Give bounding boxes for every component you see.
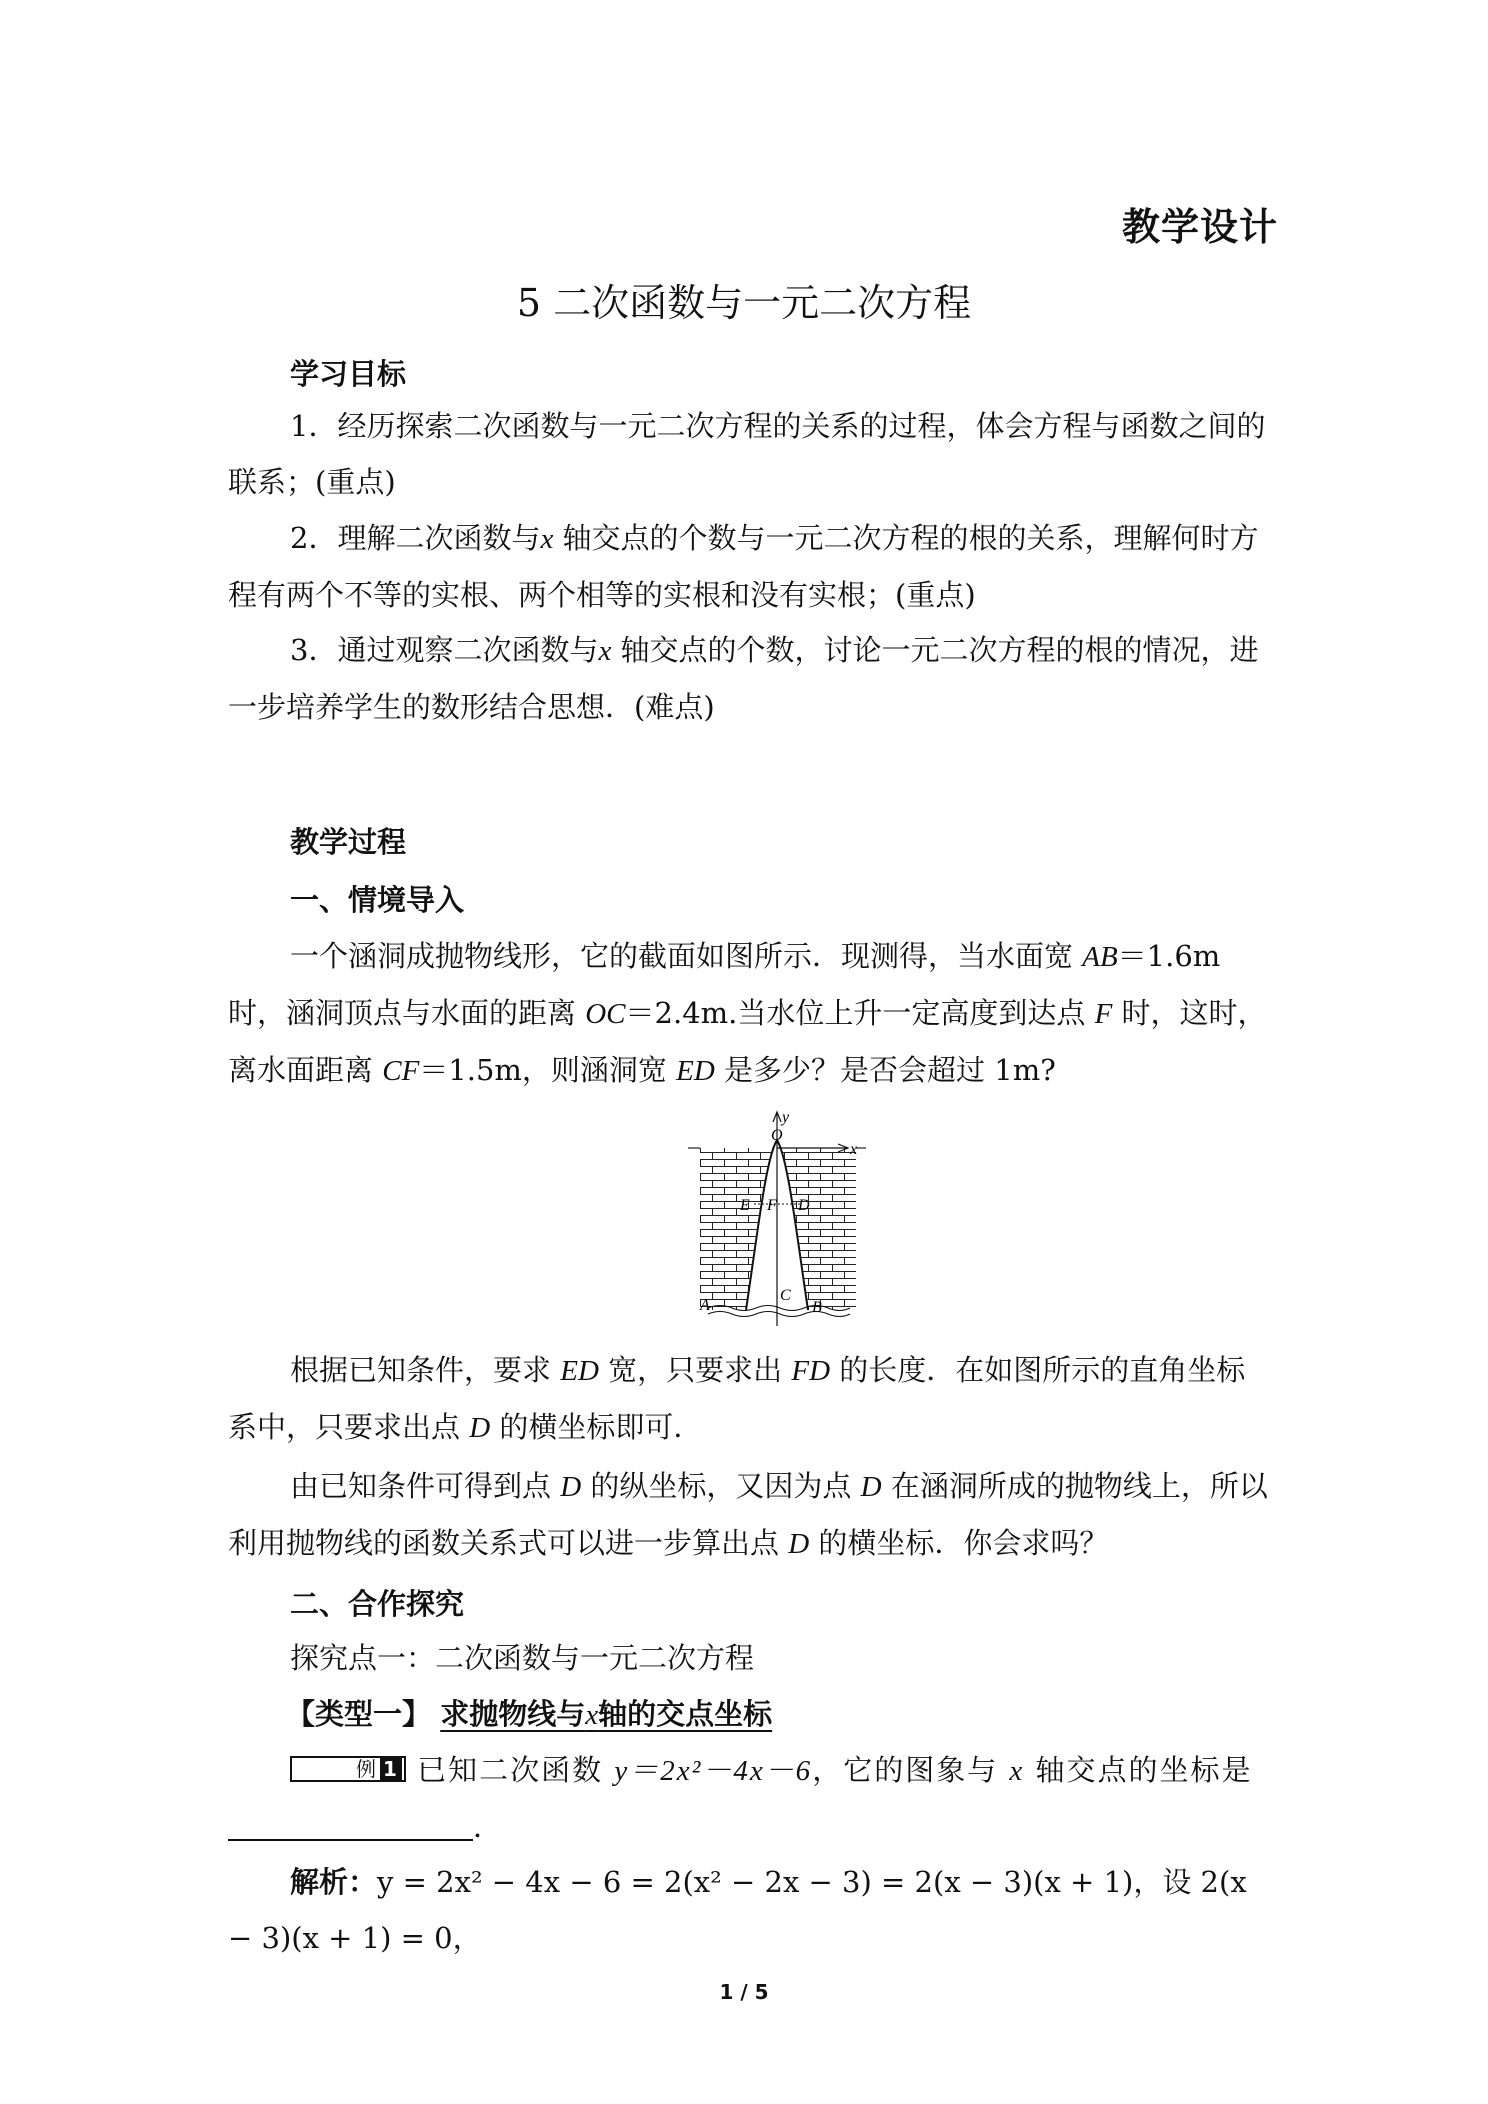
example-badge: 例 1 — [290, 1756, 406, 1782]
label-x: x — [850, 1141, 858, 1158]
explore-point-1: 探究点一：二次函数与一元二次方程 — [290, 1641, 755, 1675]
page-number: 1 / 5 — [719, 1980, 769, 2004]
solution: 解析：y = 2x² − 4x − 6 = 2(x² − 2x − 3) = 2(x − 3)(x + 1)，设 2(x − 3)(x + 1) = 0， — [228, 1865, 1247, 1955]
label-E: E — [740, 1197, 750, 1214]
goal-item-3: 3．通过观察二次函数与x 轴交点的个数，讨论一元二次方程的根的情况，进一步培养学生的数形结合思想．(难点) — [228, 633, 1259, 724]
label-C: C — [780, 1287, 791, 1304]
process-heading: 教学过程 — [290, 825, 407, 859]
label-O: O — [771, 1127, 783, 1144]
solution-text: y = 2x² − 4x − 6 = 2(x² − 2x − 3) = 2(x − 3)(x + 1)，设 2(x − 3)(x + 1) = 0， — [228, 1865, 1247, 1955]
label-y: y — [782, 1110, 790, 1126]
example-1: 例 1 已知二次函数 y＝2x²－4x－6，它的图象与 x 轴交点的坐标是 ． — [228, 1742, 1268, 1855]
brick-wall — [700, 1148, 856, 1310]
culvert-figure — [688, 1110, 868, 1330]
label-F: F — [767, 1197, 777, 1214]
section-2-heading: 二、合作探究 — [290, 1587, 465, 1621]
label-A: A — [700, 1297, 710, 1314]
goals-heading: 学习目标 — [290, 357, 407, 391]
analysis-paragraph-1: 根据已知条件，要求 ED 宽，只要求出 FD 的长度．在如图所示的直角坐标系中，只要求出点 D 的横坐标即可． — [228, 1353, 1246, 1444]
label-B: B — [812, 1299, 822, 1316]
goal-item-2: 2．理解二次函数与x 轴交点的个数与一元二次方程的根的关系，理解何时方程有两个不等的实根、两个相等的实根和没有实根；(重点) — [228, 521, 1259, 612]
answer-blank[interactable] — [228, 1809, 473, 1841]
analysis-paragraph-2: 由已知条件可得到点 D 的纵坐标，又因为点 D 在涵洞所成的抛物线上，所以利用抛物线的函数关系式可以进一步算出点 D 的横坐标．你会求吗？ — [228, 1469, 1268, 1560]
type-1-heading: 【类型一】 求抛物线与x轴的交点坐标 — [286, 1697, 773, 1731]
label-D: D — [798, 1197, 810, 1214]
section-1-heading: 一、情境导入 — [290, 883, 465, 917]
goal-item-1: 1．经历探索二次函数与一元二次方程的关系的过程，体会方程与函数之间的联系；(重点) — [228, 409, 1266, 499]
intro-paragraph: 一个涵洞成抛物线形，它的截面如图所示．现测得，当水面宽 AB＝1.6m 时，涵洞顶点与水面的距离 OC＝2.4m.当水位上升一定高度到达点 F 时，这时，离水面距离 CF＝1.5m，则涵洞宽 ED 是多少？是否会超过 1m? — [228, 939, 1267, 1087]
header-label: 教学设计 — [1121, 205, 1278, 249]
page-title: 5 二次函数与一元二次方程 — [516, 281, 972, 325]
